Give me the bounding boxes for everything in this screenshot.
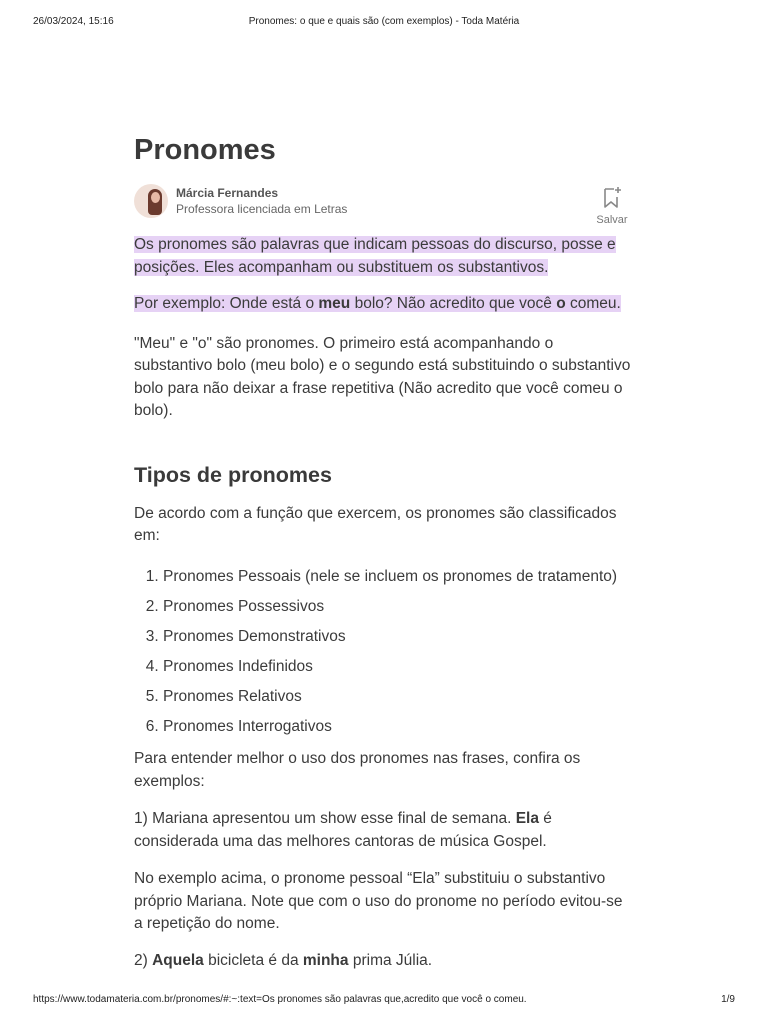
section-title: Tipos de pronomes xyxy=(134,462,332,487)
examples-intro: Para entender melhor o uso dos pronomes nas frases, confira os exemplos: xyxy=(134,750,581,790)
example-2: 2) Aquela bicicleta é da minha prima Júlia. xyxy=(134,951,433,969)
section-intro: De acordo com a função que exercem, os pronomes são classificados em: xyxy=(134,504,617,544)
article xyxy=(134,128,634,972)
bookmark-plus-icon xyxy=(601,186,623,210)
explanation-paragraph: "Meu" e "o" são pronomes. O primeiro está acompanhando o substantivo bolo (meu bolo) e o segundo está substituindo o substantivo bolo para não deixar a frase repetitiva (Não acredito que você comeu o bolo). xyxy=(134,334,631,419)
example-1: 1) Mariana apresentou um show esse final de semana. Ela é considerada uma das melhores cantoras de música Gospel. xyxy=(134,810,552,850)
intro-paragraph xyxy=(134,234,634,279)
author-avatar xyxy=(134,184,168,218)
example-highlight: Por exemplo: Onde está o meu bolo? Não acredito que você o comeu. xyxy=(134,295,621,312)
list-item: 5. Pronomes Relativos xyxy=(163,686,634,709)
example-paragraph xyxy=(134,293,634,316)
save-label: Salvar xyxy=(596,214,628,226)
list-item: 2. Pronomes Possessivos xyxy=(163,596,634,619)
author-name[interactable]: Márcia Fernandes xyxy=(176,186,279,200)
article-title: Pronomes xyxy=(134,134,276,166)
list-item: 1. Pronomes Pessoais (nele se incluem os pronomes de tratamento) xyxy=(163,566,634,589)
intro-highlight: Os pronomes são palavras que indicam pessoas do discurso, posse e posições. Eles acompanham ou substituem os substantivos. xyxy=(134,236,616,276)
print-page-number: 1/9 xyxy=(721,994,735,1005)
save-button[interactable] xyxy=(590,186,634,226)
list-item: 3. Pronomes Demonstrativos xyxy=(163,626,634,649)
print-url: https://www.todamateria.com.br/pronomes/#:~:text=Os pronomes são palavras que,acredito que você o comeu. xyxy=(33,994,527,1005)
list-item: 4. Pronomes Indefinidos xyxy=(163,656,634,679)
print-footer xyxy=(33,994,735,1008)
pronoun-types-list xyxy=(134,566,634,739)
print-page-title: Pronomes: o que e quais são (com exemplos) - Toda Matéria xyxy=(248,16,520,27)
list-item: 6. Pronomes Interrogativos xyxy=(163,716,634,739)
author-row xyxy=(134,180,634,230)
print-date: 26/03/2024, 15:16 xyxy=(33,16,114,27)
print-header xyxy=(33,16,735,30)
example-1-note: No exemplo acima, o pronome pessoal “Ela” substituiu o substantivo próprio Mariana. Note que com o uso do pronome no período evitou-se a repetição do nome. xyxy=(134,870,623,932)
author-role: Professora licenciada em Letras xyxy=(176,202,348,216)
